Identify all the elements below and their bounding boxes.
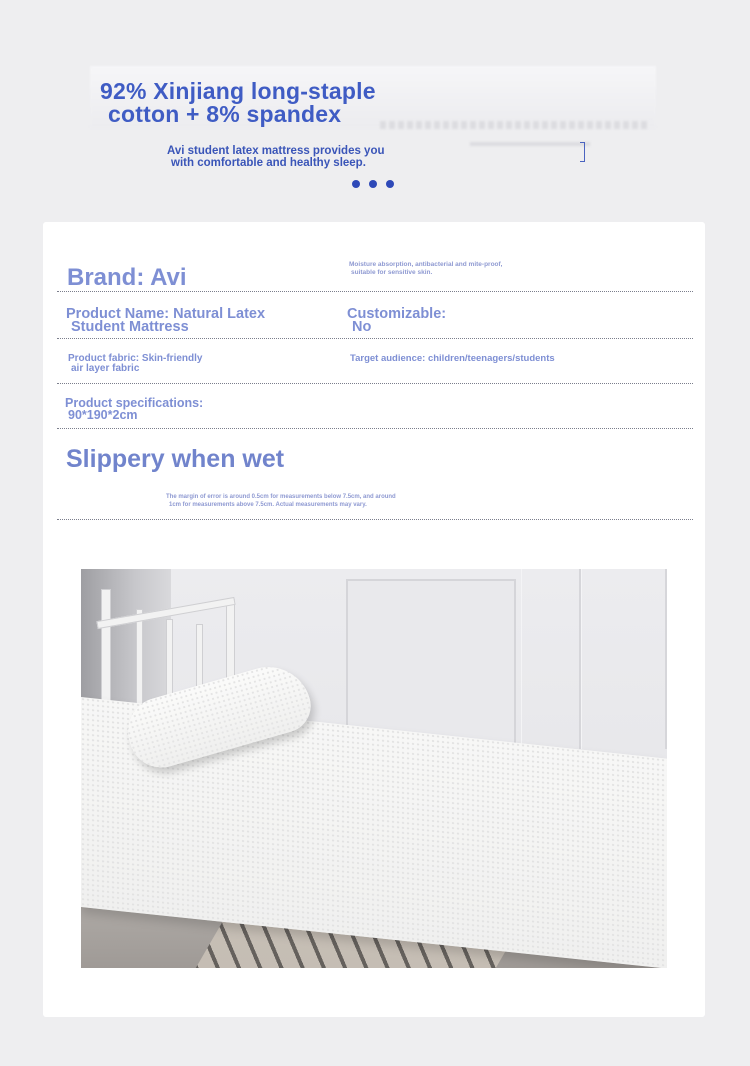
measurement-note-line-2: 1cm for measurements above 7.5cm. Actual measurements may vary. bbox=[169, 502, 367, 508]
row-divider bbox=[57, 519, 693, 520]
tagline bbox=[167, 145, 385, 169]
product-fabric bbox=[68, 354, 202, 374]
bracket-decoration bbox=[580, 142, 585, 162]
target-audience: Target audience: children/teenagers/students bbox=[350, 353, 555, 364]
headline bbox=[100, 80, 376, 126]
product-specifications-line-1: Product specifications: bbox=[65, 396, 204, 410]
carousel-dots bbox=[352, 180, 394, 188]
measurement-note bbox=[166, 493, 396, 509]
customizable-line-1: Customizable: bbox=[347, 306, 447, 322]
measurement-note-line-1: The margin of error is around 0.5cm for measurements below 7.5cm, and around bbox=[166, 494, 396, 500]
spec-card bbox=[43, 222, 705, 1017]
product-name bbox=[66, 308, 265, 334]
row-divider bbox=[57, 291, 693, 292]
row-divider bbox=[57, 428, 693, 429]
feature-note-line-1: Moisture absorption, antibacterial and mite-proof, bbox=[349, 261, 503, 268]
product-specifications bbox=[65, 397, 203, 421]
carousel-dot[interactable] bbox=[352, 180, 360, 188]
brand-label: Brand: Avi bbox=[67, 264, 187, 291]
tagline-line-2: with comfortable and healthy sleep. bbox=[171, 157, 366, 169]
headline-line-2: cotton + 8% spandex bbox=[108, 101, 342, 127]
customizable-line-2: No bbox=[352, 319, 372, 335]
product-fabric-line-2: air layer fabric bbox=[71, 363, 140, 374]
customizable bbox=[347, 308, 446, 334]
banner-decoration-line bbox=[470, 142, 590, 146]
feature-note bbox=[349, 261, 503, 277]
product-fabric-line-1: Product fabric: Skin-friendly bbox=[68, 353, 203, 364]
row-divider bbox=[57, 338, 693, 339]
product-photo bbox=[81, 569, 667, 968]
product-specifications-line-2: 90*190*2cm bbox=[68, 408, 138, 422]
wall-panel bbox=[581, 569, 667, 749]
product-name-line-1: Product Name: Natural Latex bbox=[66, 306, 266, 322]
wall-panel bbox=[521, 569, 581, 749]
headline-line-1: 92% Xinjiang long-staple bbox=[100, 78, 376, 104]
header-banner bbox=[90, 66, 656, 206]
carousel-dot[interactable] bbox=[369, 180, 377, 188]
product-name-line-2: Student Mattress bbox=[71, 319, 189, 335]
banner-decoration bbox=[380, 121, 650, 129]
tagline-line-1: Avi student latex mattress provides you bbox=[167, 145, 385, 157]
row-divider bbox=[57, 383, 693, 384]
slippery-warning: Slippery when wet bbox=[66, 445, 285, 473]
feature-note-line-2: suitable for sensitive skin. bbox=[351, 269, 433, 276]
carousel-dot[interactable] bbox=[386, 180, 394, 188]
wall-door bbox=[346, 579, 516, 749]
